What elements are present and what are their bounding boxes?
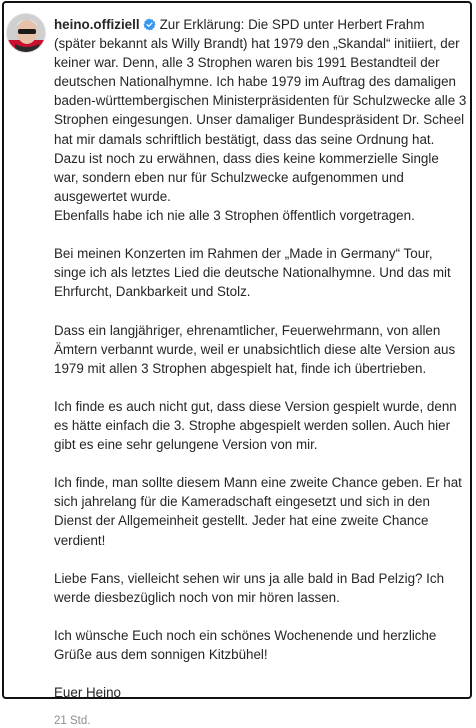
caption-paragraph-6: Liebe Fans, vielleicht sehen wir uns ja alle bald in Bad Pelzig? Ich werde diesbezüglich noch von mir hören lassen. (54, 570, 445, 605)
verified-badge-icon (143, 18, 156, 31)
avatar-photo (7, 14, 46, 53)
caption-paragraph-4: Ich finde es auch nicht gut, dass diese Version gespielt wurde, denn es hätte einfach die 3. Strophe abgespielt werden sollen. Auch hier gibt es eine sehr gelungene Version von mir. (54, 398, 457, 453)
caption-paragraph-1 (54, 15, 467, 225)
caption-paragraph-2: Bei meinen Konzerten im Rahmen der „Made in Germany“ Tour, singe ich als letztes Lied die deutsche Nationalhymne. Und das mit Ehrfurcht, Dankbarkeit und Stolz. (54, 246, 451, 300)
caption-paragraph-5: Ich finde, man sollte diesem Mann eine zweite Chance geben. Er hat sich jahrelang für die Kameradschaft eingesetzt und sich in den Dienst der Allgemeinheit gestellt. Jeder hat eine zweite Chance verdient! (54, 475, 462, 548)
caption-signature: Euer Heino (54, 685, 121, 701)
caption-text (54, 15, 467, 728)
avatar[interactable] (6, 13, 46, 53)
caption-paragraph-3: Dass ein langjähriger, ehrenamtlicher, Feuerwehrmann, von allen Ämtern verbannt wurde, weil er unabsichtlich diese alte Version aus 1979 mit allen 3 Strophen abgespielt hat, finde ich übertrieben. (54, 322, 456, 376)
username-link[interactable]: heino.offiziell (54, 17, 140, 32)
caption-text-line: Ebenfalls habe ich nie alle 3 Strophen öffentlich vorgetragen. (54, 207, 415, 223)
caption-paragraph-7: Ich wünsche Euch noch ein schönes Wochenende und herzliche Grüße aus dem sonnigen Kitzbühel! (54, 628, 437, 663)
post-caption-panel (2, 1, 472, 728)
caption-text-intro: Zur Erklärung: Die SPD unter Herbert Frahm (später bekannt als Willy Brandt) hat 1979 den „Skandal“ initiiert, der keiner war. Denn, alle 3 Strophen waren bis 1991 Bestandteil der deutschen Nationalhymne. Ich habe 1979 im Auftrag des damaligen baden-württembergischen Ministerpräsidenten für Schulzwecke alle 3 Strophen eingesungen. Unser damaliger Bundespräsident Dr. Scheel hat mir damals schriftlich bestätigt, dass das seine Ordnung hat. Dazu ist noch zu erwähnen, dass dies keine kommerzielle Single war, sondern eben nur für Schulzwecke aufgenommen und ausgewertet wurde. (54, 17, 467, 204)
post-timestamp[interactable]: 21 Std. (54, 715, 91, 728)
